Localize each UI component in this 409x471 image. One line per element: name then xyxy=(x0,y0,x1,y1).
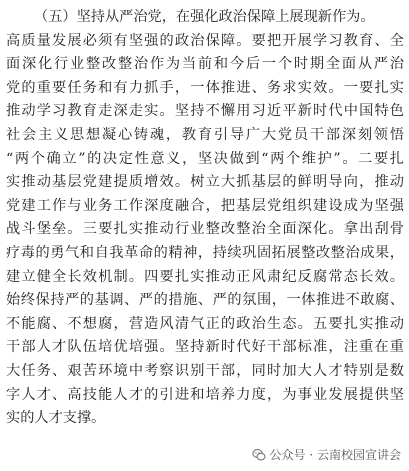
paragraph-line: 不能腐、不想腐，营造风清气正的政治生态。五要扎实推动 xyxy=(6,315,404,332)
document-body xyxy=(6,6,404,431)
section-heading-line: （五）坚持从严治党，在强化政治保障上展现新作为。 xyxy=(34,9,375,25)
paragraph-line: 党建工作与业务工作深度融合，把基层党组织建设成为坚强 xyxy=(6,197,404,214)
paragraph-line: “两个确立”的决定性意义，坚决做到“两个维护”。二要扎 xyxy=(6,150,404,167)
wechat-official-account-icon xyxy=(252,448,266,462)
paragraph-line: 实的人才支撑。 xyxy=(6,410,106,427)
paragraph-line: 推动学习教育走深走实。坚持不懈用习近平新时代中国特色 xyxy=(6,103,404,120)
paragraph-line: 字人才、高技能人才的引进和培养力度，为事业发展提供坚 xyxy=(6,386,404,403)
paragraph-line: 面深化行业整改整治作为当前和今后一个时期全面从严治 xyxy=(6,56,404,73)
paragraph-line: 干部人才队伍培优培强。坚持新时代好干部标准，注重在重 xyxy=(6,339,404,356)
paragraph-line: 战斗堡垒。三要扎实推动行业整改整治全面深化。拿出刮骨 xyxy=(6,221,404,238)
watermark xyxy=(250,445,403,464)
paragraph-line: 党的重要任务和有力抓手，一体推进、务求实效。一要扎实 xyxy=(6,79,404,96)
paragraph-line: 高质量发展必须有坚强的政治保障。要把开展学习教育、全 xyxy=(6,32,404,49)
paragraph-line: 建立健全长效机制。四要扎实推动正风肃纪反腐常态长效。 xyxy=(6,268,404,285)
paragraph-line: 社会主义思想凝心铸魂，教育引导广大党员干部深刻领悟 xyxy=(6,126,404,143)
paragraph-line: 始终保持严的基调、严的措施、严的氛围，一体推进不敢腐、 xyxy=(6,292,404,309)
paragraph-line: 实推动基层党建提质增效。树立大抓基层的鲜明导向，推动 xyxy=(6,174,404,191)
paragraph-line: 大任务、艰苦环境中考察识别干部，同时加大人才特别是数 xyxy=(6,362,404,379)
paragraph-line: 疗毒的勇气和自我革命的精神，持续巩固拓展整改整治成果， xyxy=(6,244,404,261)
watermark-text: 公众号 · 云南校园宣讲会 xyxy=(269,448,401,462)
